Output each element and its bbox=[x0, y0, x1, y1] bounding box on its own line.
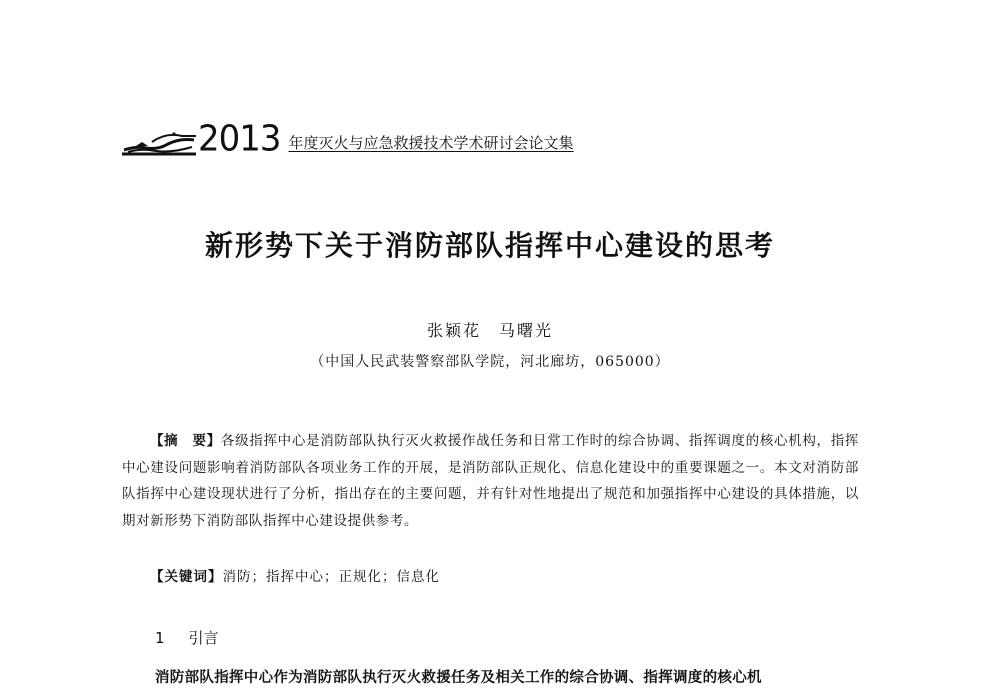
keywords-line bbox=[150, 565, 440, 585]
keywords-label: 【关键词】 bbox=[150, 569, 223, 585]
section-number: 1 bbox=[155, 629, 165, 647]
proceedings-header bbox=[122, 118, 574, 160]
author-affiliation: （中国人民武装警察部队学院，河北廊坊，065000） bbox=[310, 354, 670, 370]
section-title: 引言 bbox=[188, 629, 219, 647]
abstract-label: 【摘 要】 bbox=[150, 433, 221, 449]
abstract-paragraph bbox=[122, 428, 859, 534]
proceedings-series-title: 年度灭火与应急救援技术学术研讨会论文集 bbox=[288, 134, 574, 152]
proceedings-year: 2013 bbox=[198, 118, 281, 160]
paper-authors: 张颖花 马曙光 bbox=[426, 321, 553, 340]
wave-landscape-logo-icon bbox=[122, 120, 196, 156]
body-paragraph-first-line: 消防部队指挥中心作为消防部队执行灭火救援任务及相关工作的综合协调、指挥调度的核心机 bbox=[155, 669, 762, 686]
abstract-text: 各级指挥中心是消防部队执行灭火救援作战任务和日常工作时的综合协调、指挥调度的核心机构，指挥中心建设问题影响着消防部队各项业务工作的开展，是消防部队正规化、信息化建设中的重要课题之一。本文对消防部队指挥中心建设现状进行了分析，指出存在的主要问题，并有针对性地提出了规范和加强指挥中心建设的具体措施，以期对新形势下消防部队指挥中心建设提供参考。 bbox=[122, 433, 860, 529]
section-heading bbox=[155, 627, 219, 648]
paper-title: 新形势下关于消防部队指挥中心建设的思考 bbox=[204, 229, 775, 262]
keywords-text: 消防；指挥中心；正规化；信息化 bbox=[222, 569, 440, 585]
